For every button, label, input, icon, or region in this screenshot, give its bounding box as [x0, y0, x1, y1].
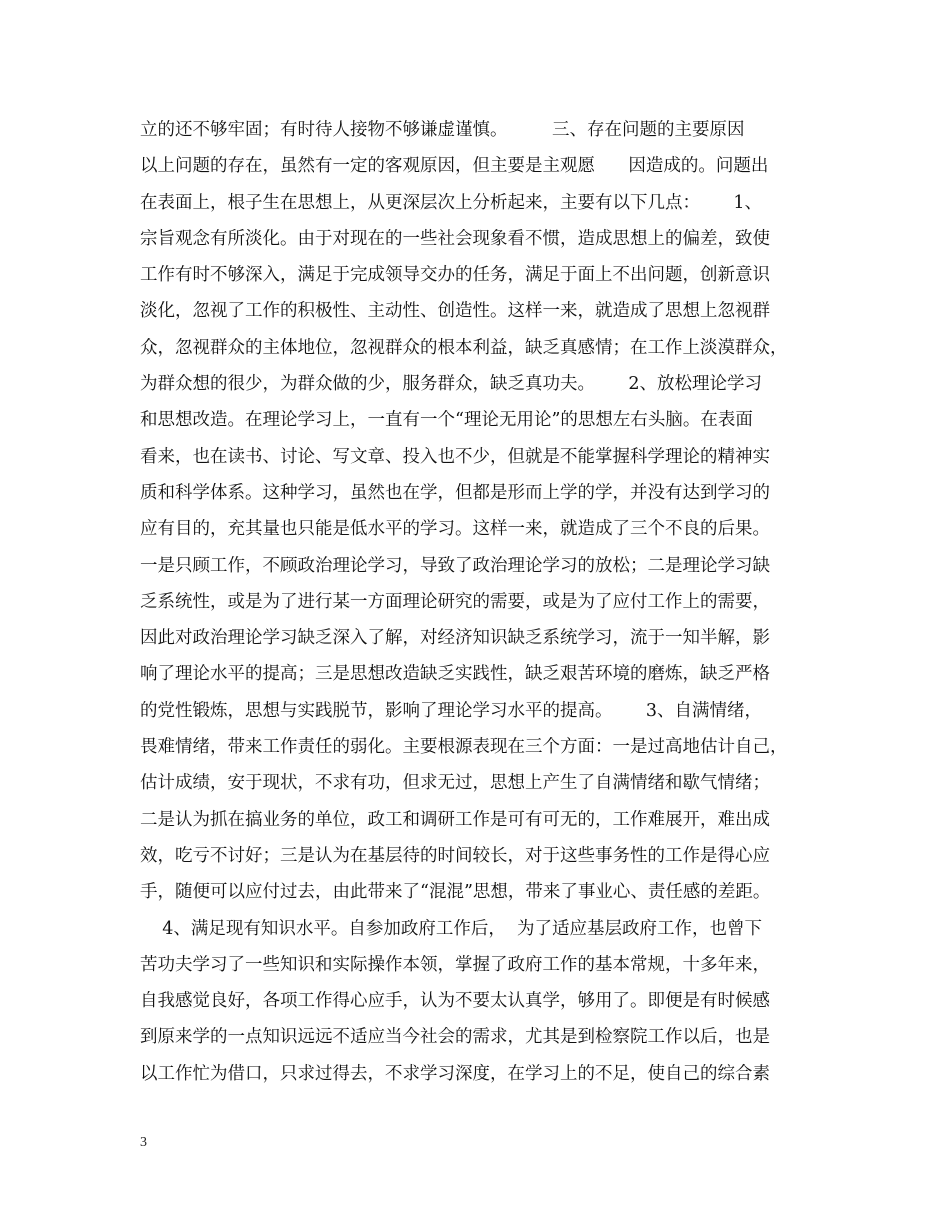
- text-line: 以工作忙为借口，只求过得去，不求学习深度，在学习上的不足，使自己的综合素: [140, 1063, 770, 1084]
- text-line: 看来，也在读书、讨论、写文章、投入也不少，但就是不能掌握科学理论的精神实: [140, 446, 770, 467]
- text-line: 苦功夫学习了一些知识和实际操作本领，掌握了政府工作的基本常规，十多年来，: [140, 954, 770, 975]
- text-line: 淡化，忽视了工作的积极性、主动性、创造性。这样一来，就造成了思想上忽视群: [140, 301, 770, 322]
- text-line: 效，吃亏不讨好；三是认为在基层待的时间较长，对于这些事务性的工作是得心应: [140, 845, 770, 866]
- body-text: [140, 112, 830, 1092]
- text-line: 手，随便可以应付过去，由此带来了“混混”思想，带来了事业心、责任感的差距。: [140, 882, 771, 903]
- text-line: 以上问题的存在，虽然有一定的客观原因，但主要是主观愿 因造成的。问题出: [140, 156, 769, 177]
- text-line: 和思想改造。在理论学习上，一直有一个“理论无用论”的思想左右头脑。在表面: [140, 410, 753, 431]
- text-line: 二是认为抓在搞业务的单位，政工和调研工作是可有可无的，工作难展开，难出成: [140, 809, 770, 830]
- text-line: 在表面上，根子生在思想上，从更深层次上分析起来，主要有以下几点： 1、: [140, 192, 763, 213]
- text-line: 一是只顾工作，不顾政治理论学习，导致了政治理论学习的放松；二是理论学习缺: [140, 555, 770, 576]
- text-line: 立的还不够牢固；有时待人接物不够谦虚谨慎。 三、存在问题的主要原因: [140, 120, 745, 140]
- text-line: 到原来学的一点知识远远不适应当今社会的需求，尤其是到检察院工作以后，也是: [140, 1027, 770, 1048]
- text-line: 估计成绩，安于现状，不求有功，但求无过，思想上产生了自满情绪和歇气情绪；: [140, 773, 770, 794]
- text-line: 为群众想的很少，为群众做的少，服务群众，缺乏真功夫。 2、放松理论学习: [140, 374, 763, 395]
- text-line: 乏系统性，或是为了进行某一方面理论研究的需要，或是为了应付工作上的需要，: [140, 591, 770, 612]
- text-line: 应有目的，充其量也只能是低水平的学习。这样一来，就造成了三个不良的后果。: [140, 519, 770, 540]
- text-line: 响了理论水平的提高；三是思想改造缺乏实践性，缺乏艰苦环境的磨炼，缺乏严格: [140, 664, 770, 685]
- text-line: 宗旨观念有所淡化。由于对现在的一些社会现象看不惯，造成思想上的偏差，致使: [140, 228, 770, 249]
- text-line: 质和科学体系。这种学习，虽然也在学，但都是形而上学的学，并没有达到学习的: [140, 482, 770, 503]
- text-line: 工作有时不够深入，满足于完成领导交办的任务，满足于面上不出问题，创新意识: [140, 265, 770, 286]
- text-line: 畏难情绪，带来工作责任的弱化。主要根源表现在三个方面：一是过高地估计自己，: [140, 737, 788, 758]
- text-line: 4、满足现有知识水平。自参加政府工作后， 为了适应基层政府工作，也曾下: [140, 918, 763, 939]
- page-number: 3: [140, 1135, 147, 1150]
- text-line: 自我感觉良好，各项工作得心应手，认为不要太认真学，够用了。即便是有时候感: [140, 991, 770, 1012]
- text-line: 众，忽视群众的主体地位，忽视群众的根本利益，缺乏真感情；在工作上淡漠群众，: [140, 337, 788, 358]
- text-line: 因此对政治理论学习缺乏深入了解，对经济知识缺乏系统学习，流于一知半解，影: [140, 628, 770, 649]
- text-line: 的党性锻炼，思想与实践脱节，影响了理论学习水平的提高。 3、自满情绪，: [140, 700, 763, 721]
